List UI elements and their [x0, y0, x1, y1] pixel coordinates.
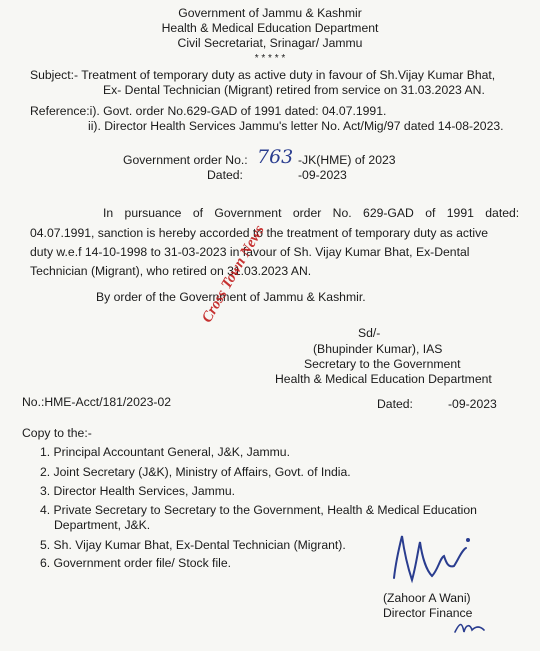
order-date: -09-2023: [298, 168, 347, 182]
copy-to-heading: Copy to the:-: [22, 426, 92, 440]
header-line-3: Civil Secretariat, Srinagar/ Jammu: [177, 36, 363, 50]
dated-value: -09-2023: [448, 397, 497, 411]
body-line-3: duty w.e.f 14-10-1998 to 31-03-2023 in favour of Sh. Vijay Kumar Bhat, Ex-Dental: [30, 245, 470, 259]
header-stars: * * * * *: [254, 53, 286, 64]
copy-to-item: 3. Director Health Services, Jammu.: [40, 484, 236, 498]
signatory-title-2: Health & Medical Education Department: [275, 372, 492, 386]
copy-to-item: 4. Private Secretary to Secretary to the Government, Health & Medical Education: [40, 503, 477, 517]
header-line-2: Health & Medical Education Department: [161, 21, 379, 35]
dated-label: Dated:: [377, 397, 413, 411]
order-dated-label: Dated:: [207, 168, 243, 182]
subject-line-1: Subject:- Treatment of temporary duty as active duty in favour of Sh.Vijay Kumar Bhat,: [30, 68, 496, 82]
copy-to-item: 2. Joint Secretary (J&K), Ministry of Affairs, Govt. of India.: [40, 465, 351, 479]
handwritten-signature: [388, 530, 478, 590]
copy-to-item: 1. Principal Accountant General, J&K, Jammu.: [40, 445, 290, 459]
reference-line-2: ii). Director Health Services Jammu's letter No. Act/Mig/97 dated 14-08-2023.: [88, 119, 504, 133]
header-line-1: Government of Jammu & Kashmir: [178, 6, 362, 20]
body-line-2: 04.07.1991, sanction is hereby accorded to the treatment of temporary duty as active: [30, 226, 488, 240]
body-line-1: In pursuance of Government order No. 629-GAD of 1991 dated:: [103, 206, 520, 220]
copy-to-item: 5. Sh. Vijay Kumar Bhat, Ex-Dental Technician (Migrant).: [40, 538, 346, 552]
signatory-title-1: Secretary to the Government: [304, 357, 461, 371]
signatory-name: (Bhupinder Kumar), IAS: [313, 342, 443, 356]
body-line-4: Technician (Migrant), who retired on 31.03.2023 AN.: [30, 264, 312, 278]
signatory-sd: Sd/-: [358, 326, 381, 340]
finance-title: Director Finance: [383, 606, 473, 620]
body-line-5: By order of the Government of Jammu & Kashmir.: [96, 290, 366, 304]
copy-to-item: 6. Government order file/ Stock file.: [40, 556, 232, 570]
subject-line-2: Ex- Dental Technician (Migrant) retired from service on 31.03.2023 AN.: [103, 83, 485, 97]
finance-name: (Zahoor A Wani): [383, 591, 471, 605]
reference-number: No.:HME-Acct/181/2023-02: [22, 395, 172, 409]
watermark-stamp: Cross Town News: [199, 222, 268, 326]
reference-line-1: Reference:i). Govt. order No.629-GAD of 1991 dated: 04.07.1991.: [30, 104, 387, 118]
order-number-handwritten: 763: [257, 146, 294, 168]
initials-mark: [452, 618, 492, 638]
copy-to-item: Department, J&K.: [54, 518, 151, 532]
order-no-label: Government order No.:: [123, 153, 248, 167]
order-no-suffix: -JK(HME) of 2023: [298, 153, 396, 167]
